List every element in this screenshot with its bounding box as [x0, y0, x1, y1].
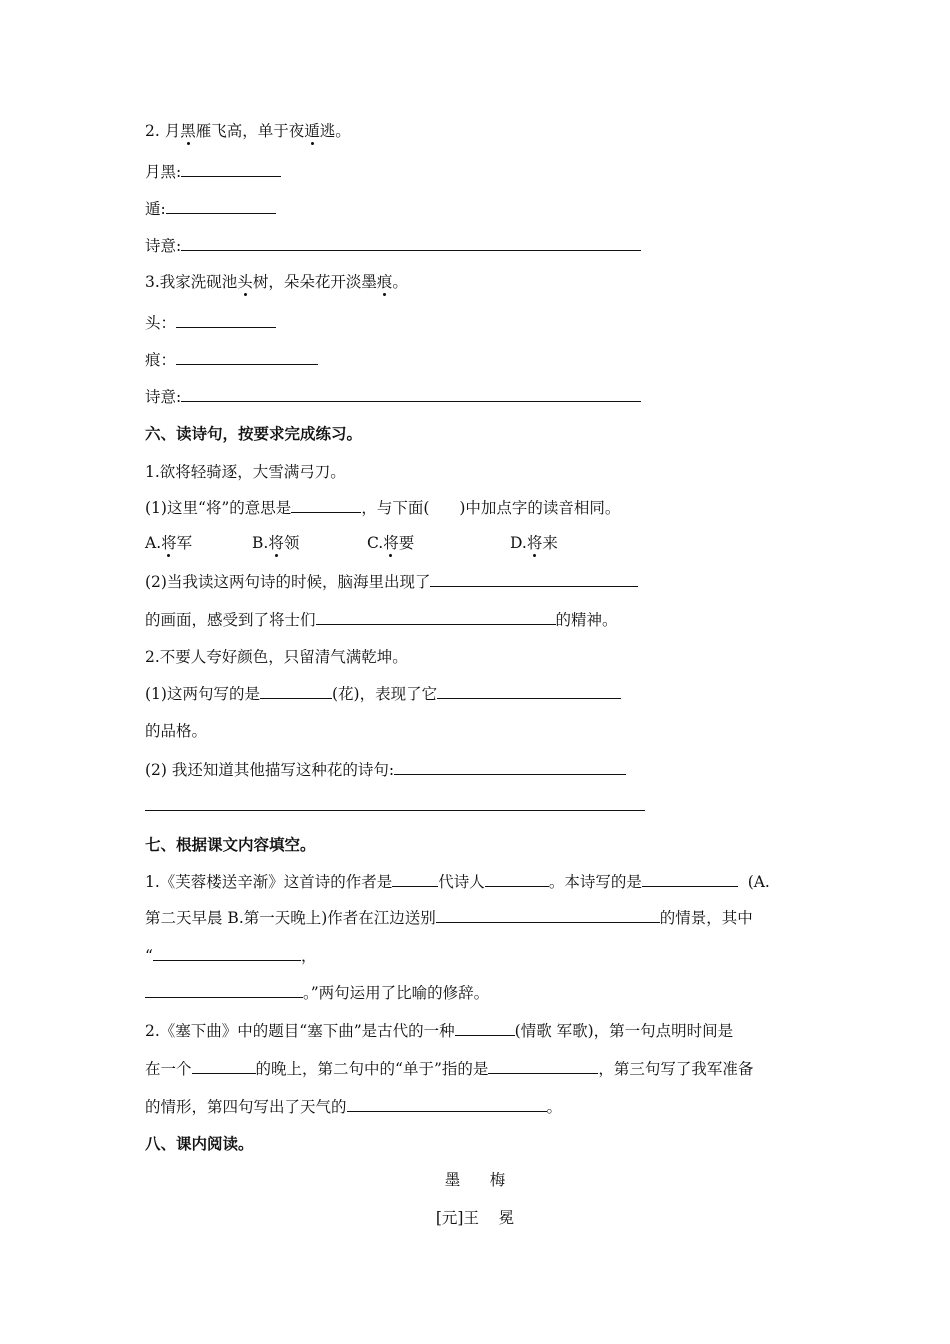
answer-blank[interactable]	[392, 872, 438, 887]
option-c[interactable]: C.将要	[367, 534, 415, 552]
answer-blank[interactable]	[291, 498, 361, 513]
s7-q1-line2: 第二天早晨 B.第一天晚上)作者在江边送别 的情景，其中	[145, 909, 753, 927]
s6-q2-sub2: (2) 我还知道其他描写这种花的诗句:	[145, 760, 626, 780]
q5-item2-sentence: 2. 月黑雁飞高，单于夜遁逃。	[145, 122, 351, 140]
s6-q2-sub1: (1)这两句写的是 (花)，表现了它	[145, 684, 621, 704]
q5-item3-tou: 头：	[145, 313, 276, 333]
s7-q1-line4: 。”两句运用了比喻的修辞。	[145, 983, 489, 1003]
answer-blank[interactable]	[176, 350, 318, 365]
s7-q1-line3: “ ，	[145, 947, 317, 965]
answer-blank[interactable]	[260, 684, 332, 699]
answer-blank[interactable]	[488, 1059, 598, 1074]
answer-blank[interactable]	[436, 908, 660, 923]
option-d[interactable]: D.将来	[510, 534, 558, 552]
q5-item3-hen: 痕：	[145, 350, 318, 370]
answer-blank[interactable]	[316, 610, 556, 625]
s6-q2-sub1-cont: 的品格。	[145, 722, 208, 740]
s6-q2-sub2-blank	[145, 796, 645, 816]
answer-blank[interactable]	[430, 572, 638, 587]
q5-item2-dun: 遁:	[145, 199, 276, 219]
answer-blank[interactable]	[176, 313, 276, 328]
s6-q1-line: 1.欲将轻骑逐，大雪满弓刀。	[145, 463, 346, 481]
answer-blank[interactable]	[192, 1059, 256, 1074]
section8-heading: 八、课内阅读。	[145, 1134, 254, 1153]
answer-blank[interactable]	[145, 983, 303, 998]
q5-item2-yuehei: 月黑:	[145, 162, 281, 182]
q5-item3-meaning: 诗意:	[145, 387, 641, 407]
poem-author: [元]王 冕	[435, 1209, 515, 1227]
s7-q1-line1: 1.《芙蓉楼送辛渐》这首诗的作者是 代诗人 。本诗写的是 (A.	[145, 873, 770, 891]
q5-item2-meaning: 诗意:	[145, 236, 641, 256]
answer-blank[interactable]	[145, 796, 645, 811]
answer-blank[interactable]	[181, 387, 641, 402]
answer-blank[interactable]	[642, 872, 738, 887]
s6-q1-sub2-cont: 的画面，感受到了将士们 的精神。	[145, 611, 618, 629]
s7-q2-line2: 在一个 的晚上，第二句中的“单于”指的是 ，第三句写了我军准备	[145, 1060, 754, 1078]
answer-blank[interactable]	[181, 236, 641, 251]
answer-blank[interactable]	[347, 1097, 547, 1112]
answer-blank[interactable]	[394, 760, 626, 775]
s6-q2-line: 2.不要人夸好颜色，只留清气满乾坤。	[145, 648, 408, 666]
section7-heading: 七、根据课文内容填空。	[145, 835, 316, 854]
option-b[interactable]: B.将领	[252, 534, 300, 552]
s7-q2-line3: 的情形，第四句写出了天气的 。	[145, 1098, 563, 1116]
s7-q2-line1: 2.《塞下曲》中的题目“塞下曲”是古代的一种 (情歌 军歌)，第一句点明时间是	[145, 1022, 734, 1040]
answer-blank[interactable]	[181, 162, 281, 177]
q5-item3-sentence: 3.我家洗砚池头树，朵朵花开淡墨痕。	[145, 273, 408, 291]
answer-blank[interactable]	[437, 684, 621, 699]
s6-q1-sub2: (2)当我读这两句诗的时候，脑海里出现了	[145, 572, 638, 592]
answer-blank[interactable]	[455, 1021, 515, 1036]
answer-blank[interactable]	[153, 946, 301, 961]
s6-q1-sub1: (1)这里“将”的意思是 ，与下面( )中加点字的读音相同。	[145, 499, 621, 517]
section6-heading: 六、读诗句，按要求完成练习。	[145, 424, 363, 443]
answer-blank[interactable]	[485, 872, 549, 887]
option-a[interactable]: A.将军	[145, 534, 193, 552]
poem-title: 墨 梅	[444, 1171, 506, 1189]
answer-blank[interactable]	[166, 199, 276, 214]
